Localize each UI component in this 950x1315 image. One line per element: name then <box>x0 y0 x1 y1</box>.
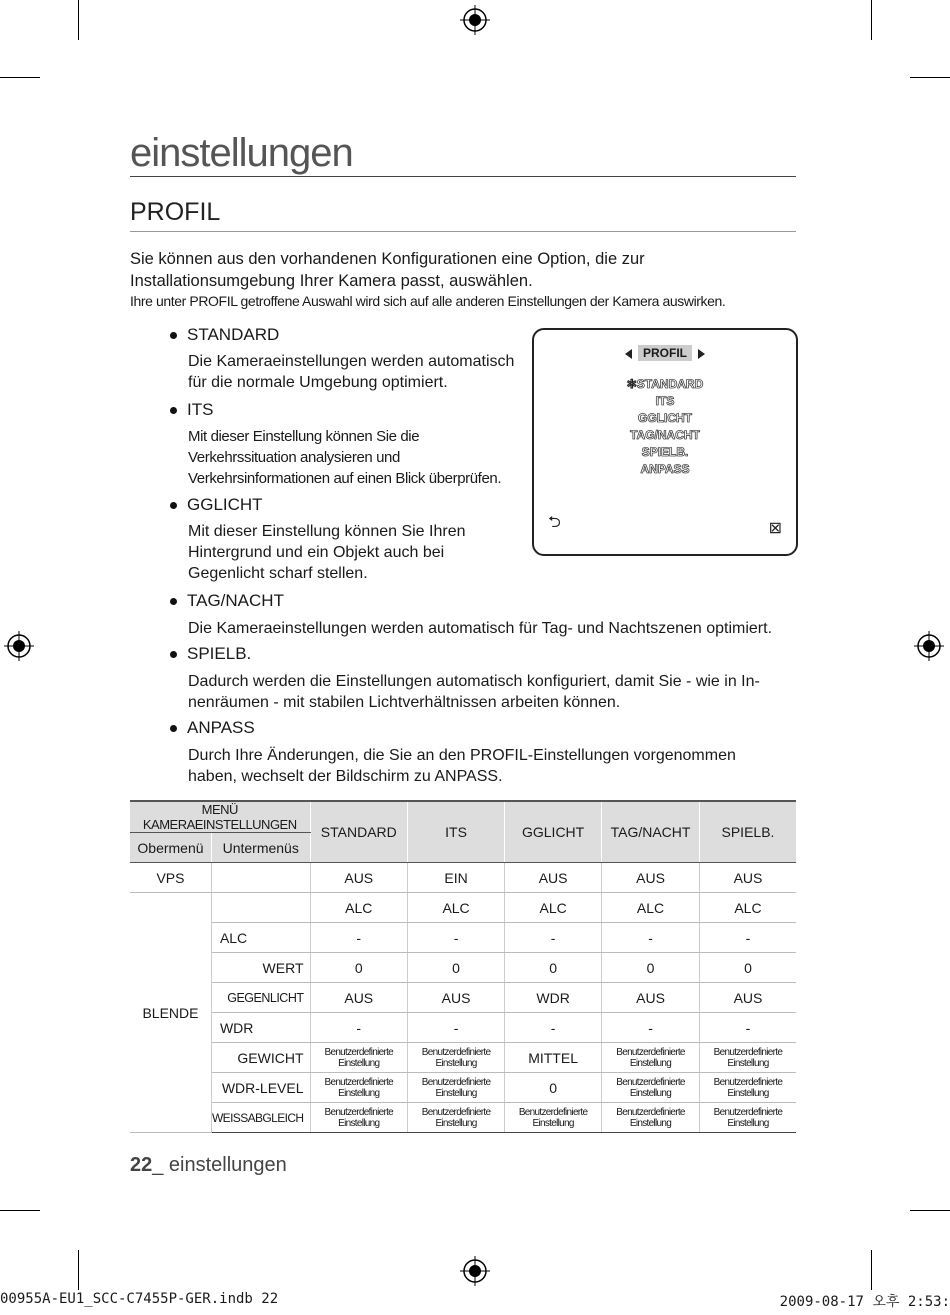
table-cell: Benutzerdefinierte Einstellung <box>602 1103 700 1133</box>
table-header-menu: MENÜ KAMERAEINSTELLUNGEN <box>130 801 310 833</box>
bullet-standard <box>170 325 279 345</box>
table-cell: Benutzerdefinierte Einstellung <box>408 1073 505 1103</box>
exit-icon: ⊠ <box>768 520 782 537</box>
bullet-spielb <box>170 644 251 664</box>
arrow-left-icon <box>625 349 632 359</box>
arrow-right-icon <box>698 349 705 359</box>
crop-mark <box>871 0 872 40</box>
bullet-label: TAG/NACHT <box>187 591 284 610</box>
crop-mark <box>910 77 950 78</box>
bullet-desc: Mit dieser Einstellung können Sie Ihren Hintergrund und ein Objekt auch bei Gegenlicht scharf stellen. <box>188 523 466 582</box>
registration-mark-icon <box>460 1256 490 1286</box>
osd-option: ITS <box>655 394 675 408</box>
bullet-desc: Die Kameraeinstellungen werden automatisch für Tag- und Nachtszenen optimiert. <box>188 620 773 637</box>
table-cell: WERT <box>211 953 310 983</box>
table-cell: ALC <box>602 893 700 923</box>
osd-option: ANPASS <box>640 462 690 476</box>
table-cell: - <box>408 1013 505 1043</box>
registration-mark-icon <box>4 631 34 661</box>
table-header-col: STANDARD <box>310 801 408 863</box>
intro-note: Ihre unter PROFIL getroffene Auswahl wird sich auf alle anderen Einstellungen der Kamera auswirken. <box>130 293 726 309</box>
osd-option: ✲STANDARD <box>626 377 704 391</box>
osd-title-text: PROFIL <box>638 345 692 361</box>
bullet-anpass <box>170 718 255 738</box>
section-title: PROFIL <box>130 198 796 232</box>
table-header-untermenu: Untermenüs <box>211 833 310 863</box>
table-cell: - <box>505 1013 602 1043</box>
table-cell: Benutzerdefinierte Einstellung <box>602 1043 700 1073</box>
print-slug-left: 00955A-EU1_SCC-C7455P-GER.indb 22 <box>0 1291 279 1307</box>
table-cell: - <box>699 923 796 953</box>
table-cell: ALC <box>310 893 408 923</box>
table-cell: AUS <box>408 983 505 1013</box>
table-cell: Benutzerdefinierte Einstellung <box>602 1073 700 1103</box>
table-cell: 0 <box>505 953 602 983</box>
table-cell: ALC <box>699 893 796 923</box>
table-cell: - <box>602 923 700 953</box>
bullet-label: ANPASS <box>187 718 255 737</box>
table-cell: WDR <box>505 983 602 1013</box>
table-header-col: TAG/NACHT <box>602 801 700 863</box>
bullet-tag-nacht <box>170 591 284 611</box>
osd-screen <box>532 328 798 556</box>
table-cell: - <box>602 1013 700 1043</box>
bullet-icon <box>170 332 177 339</box>
bullet-icon <box>170 725 177 732</box>
bullet-icon <box>170 651 177 658</box>
table-cell: Benutzerdefinierte Einstellung <box>408 1103 505 1133</box>
table-cell: WDR-LEVEL <box>211 1073 310 1103</box>
page-footer <box>130 1154 287 1177</box>
table-header-col: GGLICHT <box>505 801 602 863</box>
table-cell: WEISSABGLEICH <box>211 1103 310 1133</box>
bullet-label: ITS <box>187 400 214 419</box>
table-cell: AUS <box>310 983 408 1013</box>
registration-mark-icon <box>460 5 490 35</box>
bullet-desc: Die Kameraeinstellungen werden automatisch für die normale Umgebung optimiert. <box>188 353 515 391</box>
table-cell: 0 <box>408 953 505 983</box>
table-cell: AUS <box>310 863 408 893</box>
bullet-icon <box>170 502 177 509</box>
table-cell: - <box>505 923 602 953</box>
osd-option: SPIELB. <box>641 445 689 459</box>
bullet-label: GGLICHT <box>187 495 263 514</box>
page-number: 22 <box>130 1154 153 1176</box>
table-cell: Benutzerdefinierte Einstellung <box>310 1073 408 1103</box>
crop-mark <box>78 0 79 40</box>
bullet-icon <box>170 598 177 605</box>
table-cell: - <box>310 923 408 953</box>
crop-mark <box>78 1250 79 1290</box>
table-row <box>130 1103 796 1133</box>
table-cell: AUS <box>602 983 700 1013</box>
bullet-desc: Durch Ihre Änderungen, die Sie an den PROFIL-Einstellungen vorgenommen haben, wechselt der Bildschirm zu ANPASS. <box>188 747 736 785</box>
table-cell: Benutzerdefinierte Einstellung <box>505 1103 602 1133</box>
crop-mark <box>910 1210 950 1211</box>
osd-option-list <box>534 376 796 478</box>
bullet-desc: Mit dieser Einstellung können Sie die Verkehrssituation analysieren und Verkehrsinformationen auf einen Blick überprüfen. <box>188 428 502 487</box>
table-row <box>130 1073 796 1103</box>
osd-option: TAG/NACHT <box>630 428 700 442</box>
table-cell <box>211 863 310 893</box>
table-cell: Benutzerdefinierte Einstellung <box>310 1043 408 1073</box>
table-cell: MITTEL <box>505 1043 602 1073</box>
table-cell: - <box>310 1013 408 1043</box>
crop-mark <box>871 1250 872 1290</box>
table-cell: BLENDE <box>130 893 211 1133</box>
table-cell: AUS <box>602 863 700 893</box>
table-row <box>130 1013 796 1043</box>
table-cell: ALC <box>211 923 310 953</box>
table-cell: AUS <box>505 863 602 893</box>
return-icon: ⮌ <box>548 514 561 531</box>
table-row <box>130 923 796 953</box>
table-cell: 0 <box>699 953 796 983</box>
table-row <box>130 983 796 1013</box>
registration-mark-icon <box>914 631 944 661</box>
table-cell: Benutzerdefinierte Einstellung <box>699 1073 796 1103</box>
table-row <box>130 863 796 893</box>
table-cell: - <box>408 923 505 953</box>
table-cell: GEGENLICHT <box>211 983 310 1013</box>
page-label: _ einstellungen <box>152 1154 287 1176</box>
osd-option: GGLICHT <box>638 411 692 425</box>
table-cell: WDR <box>211 1013 310 1043</box>
intro-text: Sie können aus den vorhandenen Konfigurationen eine Option, die zur Installationsumgebung Ihrer Kamera passt, auswählen. <box>130 250 645 290</box>
table-cell: 0 <box>602 953 700 983</box>
table-cell: ALC <box>408 893 505 923</box>
crop-mark <box>0 77 40 78</box>
bullet-gglicht <box>170 495 263 515</box>
table-cell: EIN <box>408 863 505 893</box>
table-header-obermenu: Obermenü <box>130 833 211 863</box>
table-cell: Benutzerdefinierte Einstellung <box>699 1043 796 1073</box>
table-cell: - <box>699 1013 796 1043</box>
table-row <box>130 953 796 983</box>
table-cell: AUS <box>699 863 796 893</box>
table-row <box>130 1043 796 1073</box>
table-cell: Benutzerdefinierte Einstellung <box>408 1043 505 1073</box>
table-header-col: ITS <box>408 801 505 863</box>
table-cell: VPS <box>130 863 211 893</box>
table-cell: Benutzerdefinierte Einstellung <box>310 1103 408 1133</box>
bullet-desc: Dadurch werden die Einstellungen automatisch konfiguriert, damit Sie - wie in In-nenräumen - mit stabilen Lichtverhältnissen arbeiten können. <box>188 673 760 711</box>
chapter-title: einstellungen <box>130 130 796 177</box>
settings-table <box>130 800 796 1133</box>
table-cell: AUS <box>699 983 796 1013</box>
osd-title <box>534 346 796 360</box>
table-header-col: SPIELB. <box>699 801 796 863</box>
bullet-label: SPIELB. <box>187 644 252 663</box>
table-cell <box>211 893 310 923</box>
print-slug-right: 2009-08-17 오후 2:53: <box>779 1294 950 1310</box>
bullet-icon <box>170 407 177 414</box>
table-cell: ALC <box>505 893 602 923</box>
bullet-its <box>170 400 213 420</box>
table-row <box>130 893 796 923</box>
bullet-label: STANDARD <box>187 325 280 344</box>
table-cell: GEWICHT <box>211 1043 310 1073</box>
table-cell: 0 <box>310 953 408 983</box>
table-cell: Benutzerdefinierte Einstellung <box>699 1103 796 1133</box>
table-cell: 0 <box>505 1073 602 1103</box>
crop-mark <box>0 1210 40 1211</box>
